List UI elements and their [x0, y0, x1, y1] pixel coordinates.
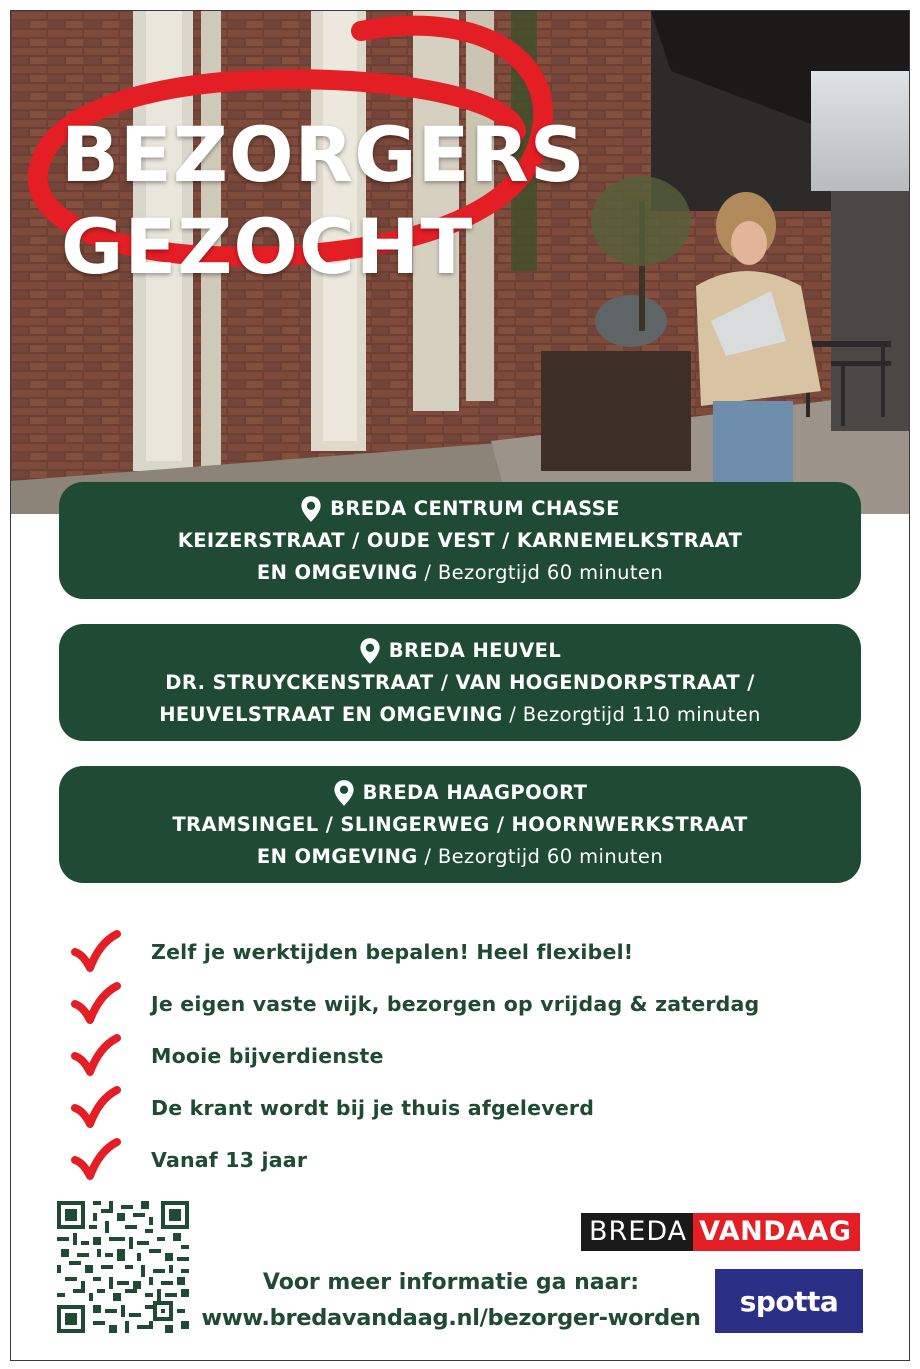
breda-vandaag-logo — [581, 1213, 860, 1251]
delivery-time: / Bezorgtijd 110 minuten — [502, 702, 761, 726]
benefit-text: De krant wordt bij je thuis afgeleverd — [151, 1096, 595, 1120]
list-item — [71, 926, 871, 978]
area-title: BREDA HEUVEL — [388, 638, 562, 662]
benefit-text: Vanaf 13 jaar — [151, 1148, 308, 1172]
benefit-text: Mooie bijverdienste — [151, 1044, 384, 1068]
benefit-text: Je eigen vaste wijk, bezorgen op vrijdag & zaterdag — [151, 992, 760, 1016]
area-streets: TRAMSINGEL / SLINGERWEG / HOORNWERKSTRAAT — [172, 812, 748, 836]
area-streets-end: EN OMGEVING — [256, 844, 418, 868]
delivery-time: / Bezorgtijd 60 minuten — [417, 844, 664, 868]
check-icon — [71, 982, 121, 1026]
check-icon — [71, 930, 121, 974]
poster — [10, 10, 910, 1361]
delivery-time: / Bezorgtijd 60 minuten — [417, 560, 664, 584]
check-icon — [71, 1086, 121, 1130]
area-box-haagpoort — [59, 766, 861, 883]
headline-line1: BEZORGERS — [61, 110, 586, 199]
benefits-list — [71, 926, 871, 1186]
logo-vandaag: VANDAAG — [693, 1213, 859, 1251]
benefit-text: Zelf je werktijden bepalen! Heel flexibel! — [151, 940, 634, 964]
location-pin-icon — [300, 495, 322, 523]
list-item — [71, 978, 871, 1030]
headline-line2: GEZOCHT — [61, 202, 474, 291]
check-icon — [71, 1034, 121, 1078]
info-url-link[interactable]: www.bredavandaag.nl/bezorger-worden — [201, 1305, 701, 1331]
logo-breda: BREDA — [581, 1213, 693, 1251]
headline — [61, 109, 586, 293]
list-item — [71, 1134, 871, 1186]
spotta-wordmark: spotta — [739, 1284, 839, 1318]
header-photo — [11, 11, 909, 514]
area-box-centrum-chasse — [59, 482, 861, 599]
list-item — [71, 1082, 871, 1134]
area-streets-end: HEUVELSTRAAT EN OMGEVING — [159, 702, 503, 726]
area-streets: DR. STRUYCKENSTRAAT / VAN HOGENDORPSTRAAT / — [165, 670, 755, 694]
spotta-logo — [715, 1269, 863, 1333]
info-line: Voor meer informatie ga naar: — [262, 1270, 640, 1295]
area-box-heuvel — [59, 624, 861, 741]
location-pin-icon — [333, 779, 355, 807]
location-pin-icon — [359, 637, 381, 665]
area-title: BREDA CENTRUM CHASSE — [330, 496, 620, 520]
list-item — [71, 1030, 871, 1082]
area-streets-end: EN OMGEVING — [256, 560, 418, 584]
area-streets: KEIZERSTRAAT / OUDE VEST / KARNEMELKSTRAAT — [177, 528, 743, 552]
area-title: BREDA HAAGPOORT — [362, 780, 588, 804]
info-block — [201, 1268, 701, 1338]
check-icon — [71, 1138, 121, 1182]
qr-code[interactable] — [57, 1201, 189, 1333]
